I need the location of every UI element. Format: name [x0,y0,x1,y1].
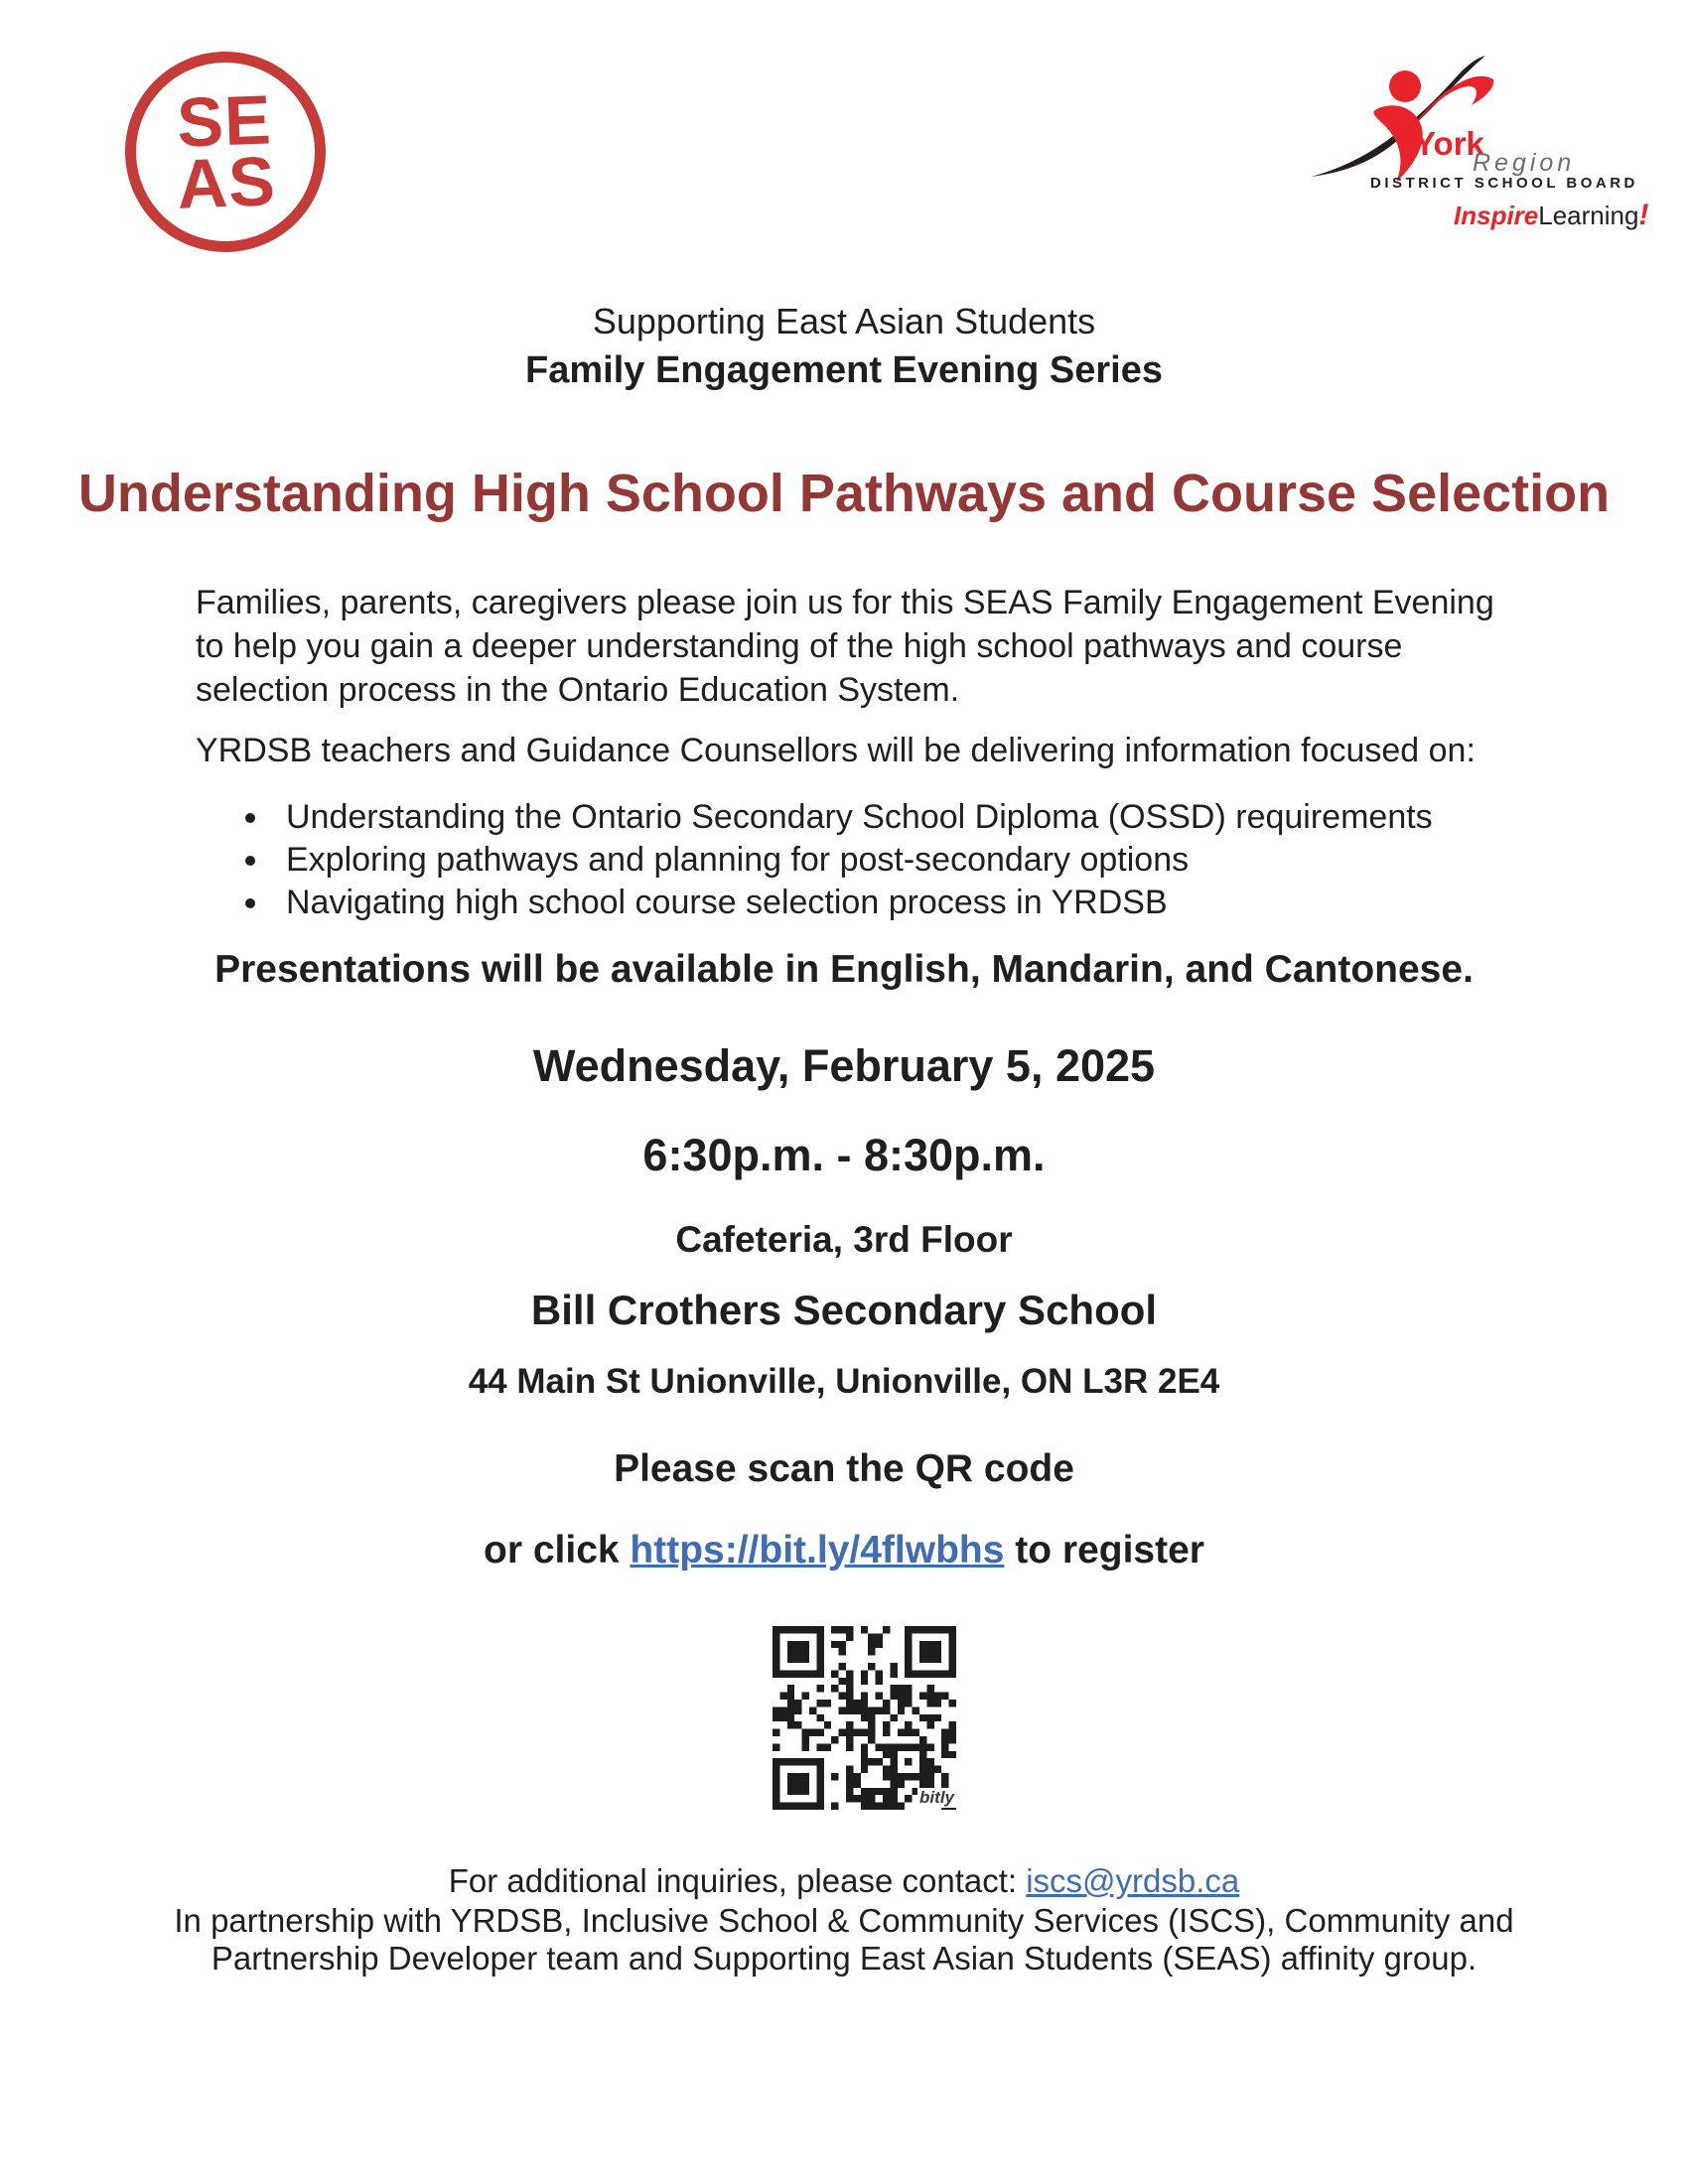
qr-code [773,1626,956,1810]
qr-scan-prompt: Please scan the QR code [614,1447,1074,1490]
yrdsb-swoosh-icon [1309,54,1497,183]
intro-focus-line: YRDSB teachers and Guidance Counsellors will be delivering information focused on: [196,732,1476,769]
register-suffix: to register [1004,1529,1204,1571]
header-line2: Family Engagement Evening Series [525,349,1163,391]
yrdsb-york-wordmark: York [1414,125,1484,162]
event-date: Wednesday, February 5, 2025 [532,1040,1156,1091]
bullet-list [240,796,1433,924]
qr-code-icon [773,1626,956,1810]
intro-paragraph: Families, parents, caregivers please join us for this SEAS Family Engagement Evening to help you gain a deeper understanding of the high school pathways and course selection process in the Ontario Education System. [196,584,1494,709]
yrdsb-tagline-bang: ! [1638,199,1649,231]
header-line1: Supporting East Asian Students [592,301,1096,341]
yrdsb-tagline-inspire: Inspire [1454,201,1539,230]
yrdsb-tagline-learning: Learning [1538,201,1639,230]
partnership-line2: Partnership Developer team and Supporting East Asian Students (SEAS) affinity group. [211,1940,1477,1977]
list-item: • Exploring pathways and planning for post-secondary options [272,839,1433,882]
page-title: Understanding High School Pathways and Course Selection [77,464,1611,523]
seas-logo [122,49,330,256]
event-address: 44 Main St Unionville, Unionville, ON L3R 2E4 [468,1362,1220,1401]
yrdsb-region-label: Region [1473,149,1576,177]
contact-line [0,1862,1688,1900]
yrdsb-board-label: DISTRICT SCHOOL BOARD [1370,175,1638,192]
list-item: • Understanding the Ontario Secondary School Diploma (OSSD) requirements [272,796,1433,839]
event-room: Cafeteria, 3rd Floor [675,1219,1013,1260]
event-school: Bill Crothers Secondary School [530,1287,1158,1333]
contact-prefix: For additional inquiries, please contact: [448,1862,1027,1899]
register-prefix: or click [484,1529,631,1571]
seas-logo-line1: SE [175,80,273,162]
partnership-line1: In partnership with YRDSB, Inclusive School & Community Services (ISCS), Community and [174,1902,1514,1939]
yrdsb-tagline [1454,199,1648,232]
languages-note: Presentations will be available in English, Mandarin, and Cantonese. [214,948,1474,991]
register-line [0,1529,1688,1572]
qr-brand-caption: bitly [919,1788,954,1807]
event-time: 6:30p.m. - 8:30p.m. [642,1130,1046,1180]
seas-logo-line2: AS [176,142,278,223]
yrdsb-logo [1309,48,1649,236]
list-item: • Navigating high school course selection process in YRDSB [272,882,1433,924]
contact-email-link[interactable]: iscs@yrdsb.ca [1026,1862,1240,1899]
register-link[interactable]: https://bit.ly/4flwbhs [630,1529,1005,1571]
